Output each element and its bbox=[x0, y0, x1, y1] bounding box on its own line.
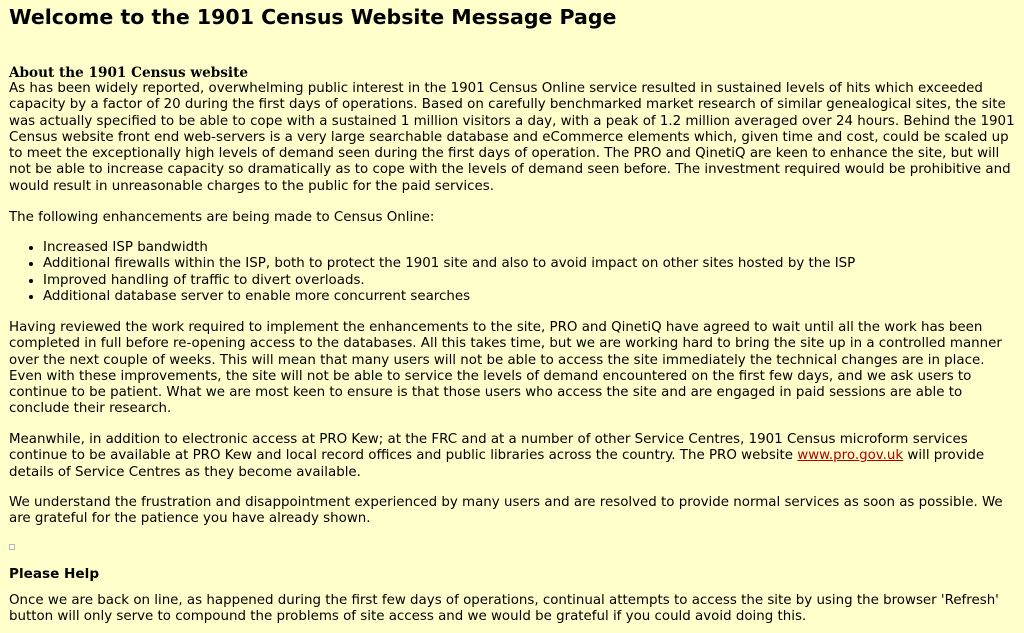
meanwhile-text-before: Meanwhile, in addition to electronic access at PRO Kew; at the FRC and at a number of other Service Centres, 1901 Census microform services continue to be available at PRO Kew and local record offices and public libraries across the country. The PRO website bbox=[9, 432, 968, 464]
list-item: • Additional database server to enable more concurrent searches bbox=[43, 289, 855, 305]
about-heading: About the 1901 Census website bbox=[9, 65, 248, 81]
enhancements-list bbox=[9, 240, 855, 305]
meanwhile-text-after: will provide details of Service Centres as they become available. bbox=[9, 448, 985, 480]
pro-website-link[interactable]: www.pro.gov.uk bbox=[797, 448, 904, 464]
enhancements-intro: The following enhancements are being made to Census Online: bbox=[9, 210, 435, 225]
about-text: As has been widely reported, overwhelming public interest in the 1901 Census Online service resulted in sustained levels of hits which exceeded capacity by a factor of 20 during the first days of operations. Based on carefully benchmarked market research of similar genealogical sites, the site was actually specified to be able to cope with a sustained 1 million visitors a day, with a peak of 1.2 million averaged over 24 hours. Behind the 1901 Census website front end web-servers is a very large searchable database and eCommerce elements which, given time and cost, could be scaled up to meet the exceptionally high levels of demand seen during the first days of operation. The PRO and QinetiQ are keen to enhance the site, but will not be able to increase capacity so dramatically as to cope with the levels of demand seen before. The investment required would be prohibitive and would result in unreasonable charges to the public for the paid services. bbox=[9, 81, 1015, 194]
reviewed-paragraph: Having reviewed the work required to implement the enhancements to the site, PRO and QinetiQ have agreed to wait until all the work has been completed in full before re-opening access to the databases. All this takes time, but we are working hard to bring the site up in a controlled manner over the next couple of weeks. This will mean that many users will not be able to access the site immediately the technical changes are in place. Even with these improvements, the site will not be able to service the levels of demand encountered on the first few days, and we ask users to continue to be patient. What we are most keen to ensure is that those users who access the site and are engaged in paid sessions are able to conclude their research. bbox=[9, 320, 1002, 417]
about-section bbox=[9, 65, 1021, 195]
broken-image-icon bbox=[9, 544, 15, 550]
list-item: • Improved handling of traffic to divert overloads. bbox=[43, 273, 855, 289]
page-title: Welcome to the 1901 Census Website Message Page bbox=[9, 5, 617, 29]
list-item: • Additional firewalls within the ISP, both to protect the 1901 site and also to avoid impact on other sites hosted by the ISP bbox=[43, 256, 855, 272]
help-paragraph: Once we are back on line, as happened during the first few days of operations, continual attempts to access the site by using the browser 'Refresh' button will only serve to compound the problems of site access and we would be grateful if you could avoid doing this. bbox=[9, 593, 999, 625]
list-item: • Increased ISP bandwidth bbox=[43, 240, 855, 256]
frustration-paragraph: We understand the frustration and disappointment experienced by many users and are resolved to provide normal services as soon as possible. We are grateful for the patience you have already shown. bbox=[9, 495, 1003, 527]
help-heading: Please Help bbox=[9, 566, 100, 582]
meanwhile-paragraph bbox=[9, 432, 1021, 481]
